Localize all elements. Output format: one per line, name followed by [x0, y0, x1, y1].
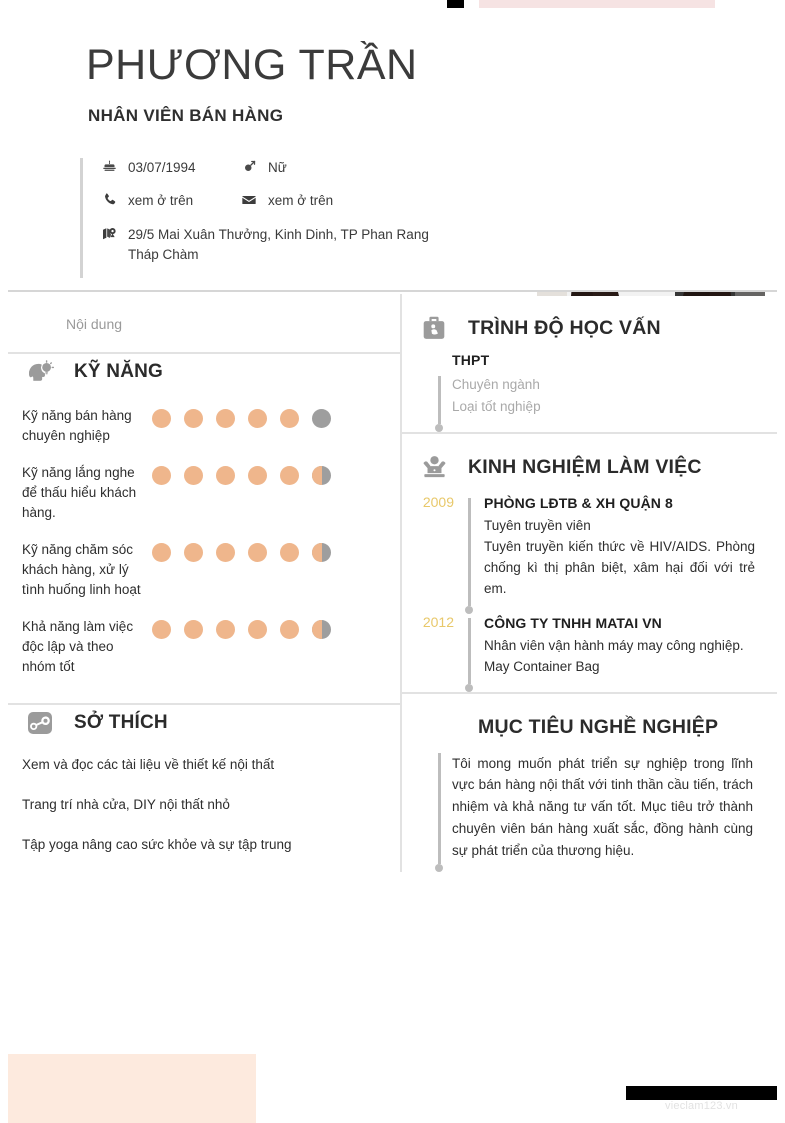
- skill-label: Khả năng làm việc độc lập và theo nhóm tốt: [22, 618, 134, 674]
- address-value: 29/5 Mai Xuân Thưởng, Kinh Dinh, TP Phan Rang Tháp Chàm: [128, 226, 429, 262]
- skill-row: [22, 463, 400, 523]
- rating-dot[interactable]: [280, 409, 299, 428]
- contact-row: [99, 158, 450, 178]
- contact-gender: [239, 158, 450, 178]
- skills-heading: [8, 354, 400, 390]
- experience-description: May Container Bag: [484, 658, 600, 674]
- timeline-dot: [435, 864, 443, 872]
- gender-value: Nữ: [268, 160, 287, 175]
- right-column: [400, 294, 777, 872]
- rating-dot[interactable]: [184, 409, 203, 428]
- experience-list: [402, 494, 777, 692]
- noi-dung-placeholder[interactable]: Nội dung: [66, 316, 123, 332]
- timeline-line: [468, 498, 471, 606]
- rating-dot[interactable]: [152, 466, 171, 485]
- education-grade[interactable]: Loại tốt nghiệp: [452, 398, 541, 414]
- objective-heading: [402, 694, 777, 739]
- timeline-line: [468, 618, 471, 684]
- rating-dot[interactable]: [312, 466, 331, 485]
- skills-section: [8, 354, 400, 705]
- hobbies-list: [8, 741, 400, 880]
- contact-row: [99, 191, 450, 211]
- skill-rating[interactable]: [152, 540, 344, 562]
- education-heading: [402, 294, 777, 346]
- contact-phone: [99, 191, 239, 211]
- rating-dot[interactable]: [152, 620, 171, 639]
- rating-dot[interactable]: [248, 620, 267, 639]
- education-title: TRÌNH ĐỘ HỌC VẤN: [468, 316, 661, 339]
- skill-label: Kỹ năng lắng nghe để thấu hiểu khách hàng.: [22, 464, 137, 520]
- education-text: [452, 352, 777, 432]
- skill-rating[interactable]: [152, 463, 344, 485]
- timeline-dot: [465, 684, 473, 692]
- contact-email: [239, 191, 450, 211]
- rating-dot[interactable]: [184, 543, 203, 562]
- hobby-item: Trang trí nhà cửa, DIY nội thất nhỏ: [22, 796, 230, 812]
- experience-company: PHÒNG LĐTB & XH QUẬN 8: [484, 494, 673, 511]
- envelope-icon: [239, 191, 259, 208]
- objective-timeline: [426, 753, 452, 872]
- experience-heading: [402, 434, 777, 486]
- timeline-dot: [465, 606, 473, 614]
- rating-dot[interactable]: [280, 620, 299, 639]
- experience-year: 2009: [422, 493, 454, 510]
- contact-birthday: [99, 158, 239, 178]
- gender-icon: [239, 158, 259, 174]
- hobbies-title: SỞ THÍCH: [74, 711, 168, 733]
- rating-dot[interactable]: [216, 466, 235, 485]
- page-title: PHƯƠNG TRẦN: [86, 41, 418, 89]
- rating-dot[interactable]: [248, 466, 267, 485]
- rating-dot[interactable]: [152, 543, 171, 562]
- experience-description: Tuyên truyền kiến thức về HIV/AIDS. Phòng chống kì thị phân biệt, xâm hại đối với trẻ em.: [484, 538, 755, 596]
- decor-black-footer: [626, 1086, 777, 1100]
- timeline-line: [438, 753, 441, 864]
- contact-block: [80, 158, 450, 278]
- education-section: [402, 294, 777, 434]
- experience-role: Nhân viên vận hành máy may công nghiệp.: [484, 637, 744, 653]
- rating-dot[interactable]: [216, 620, 235, 639]
- rating-dot[interactable]: [216, 543, 235, 562]
- objective-section: [402, 694, 777, 872]
- skill-row: [22, 406, 400, 446]
- cake-icon: [99, 158, 119, 174]
- objective-body: [402, 753, 777, 872]
- objective-text: Tôi mong muốn phát triển sự nghiệp trong lĩnh vực bán hàng nội thất với tinh thần cầu tiến, trách nhiệm và khả năng tư vấn tốt. Mục tiêu trở thành chuyên viên bán hàng xuất sắc, đồng hành cùng sự phát triển của thương hiệu.: [452, 755, 753, 859]
- education-school: THPT: [452, 352, 490, 368]
- phone-value: xem ở trên: [128, 193, 194, 209]
- skill-rating[interactable]: [152, 617, 344, 639]
- cv-header: [8, 8, 777, 292]
- experience-text: [484, 494, 777, 614]
- rating-dot[interactable]: [312, 409, 331, 428]
- rating-dot[interactable]: [152, 409, 171, 428]
- experience-section: [402, 434, 777, 694]
- experience-timeline: [454, 614, 484, 692]
- hobbies-section: [8, 705, 400, 880]
- experience-timeline: [454, 494, 484, 614]
- rating-dot[interactable]: [280, 543, 299, 562]
- skills-title: KỸ NĂNG: [74, 361, 164, 382]
- birthday-value: 03/07/1994: [128, 160, 196, 175]
- skill-row: [22, 540, 400, 600]
- left-column: [8, 294, 400, 879]
- experience-company: CÔNG TY TNHH MATAI VN: [484, 614, 662, 631]
- phone-icon: [99, 191, 119, 207]
- content-placeholder-panel: [8, 294, 400, 354]
- contact-row: [99, 225, 450, 266]
- education-entry: [402, 352, 777, 432]
- skill-label: Kỹ năng chăm sóc khách hàng, xử lý tình huống linh hoạt: [22, 541, 141, 597]
- decor-peach-block: [8, 1054, 256, 1123]
- briefcase-icon: [416, 310, 452, 346]
- rating-dot[interactable]: [312, 543, 331, 562]
- hobby-item: Xem và đọc các tài liệu về thiết kế nội thất: [22, 756, 275, 772]
- experience-title: KINH NGHIỆM LÀM VIỆC: [468, 456, 702, 479]
- map-icon: [99, 225, 119, 242]
- experience-role: Tuyên truyền viên: [484, 517, 591, 533]
- head-lightbulb-icon: [22, 354, 58, 390]
- job-title: NHÂN VIÊN BÁN HÀNG: [88, 106, 284, 125]
- rating-dot[interactable]: [184, 620, 203, 639]
- skills-list: [8, 390, 400, 703]
- objective-title: MỤC TIÊU NGHỀ NGHIỆP: [478, 715, 719, 738]
- rating-dot[interactable]: [280, 466, 299, 485]
- timeline-line: [438, 376, 441, 424]
- rating-dot[interactable]: [184, 466, 203, 485]
- watermark: vieclam123.vn: [665, 1100, 738, 1112]
- rating-dot[interactable]: [312, 620, 331, 639]
- experience-entry: [402, 494, 777, 614]
- email-value: xem ở trên: [268, 193, 334, 209]
- education-timeline: [426, 352, 452, 432]
- skill-row: [22, 617, 400, 677]
- person-laptop-icon: [416, 450, 452, 486]
- timeline-dot: [435, 424, 443, 432]
- experience-text: [484, 614, 777, 692]
- skill-label: Kỹ năng bán hàng chuyên nghiệp: [22, 408, 132, 443]
- experience-year: 2012: [422, 613, 454, 630]
- education-major[interactable]: Chuyên ngành: [452, 377, 540, 392]
- hobby-item: Tập yoga nâng cao sức khỏe và sự tập trung: [22, 837, 292, 853]
- rating-dot[interactable]: [248, 409, 267, 428]
- skill-rating[interactable]: [152, 406, 344, 428]
- experience-entry: [402, 614, 777, 692]
- hobbies-heading: [8, 705, 400, 741]
- rating-dot[interactable]: [248, 543, 267, 562]
- rating-dot[interactable]: [216, 409, 235, 428]
- hobby-icon: [22, 705, 58, 741]
- contact-address: [99, 225, 450, 266]
